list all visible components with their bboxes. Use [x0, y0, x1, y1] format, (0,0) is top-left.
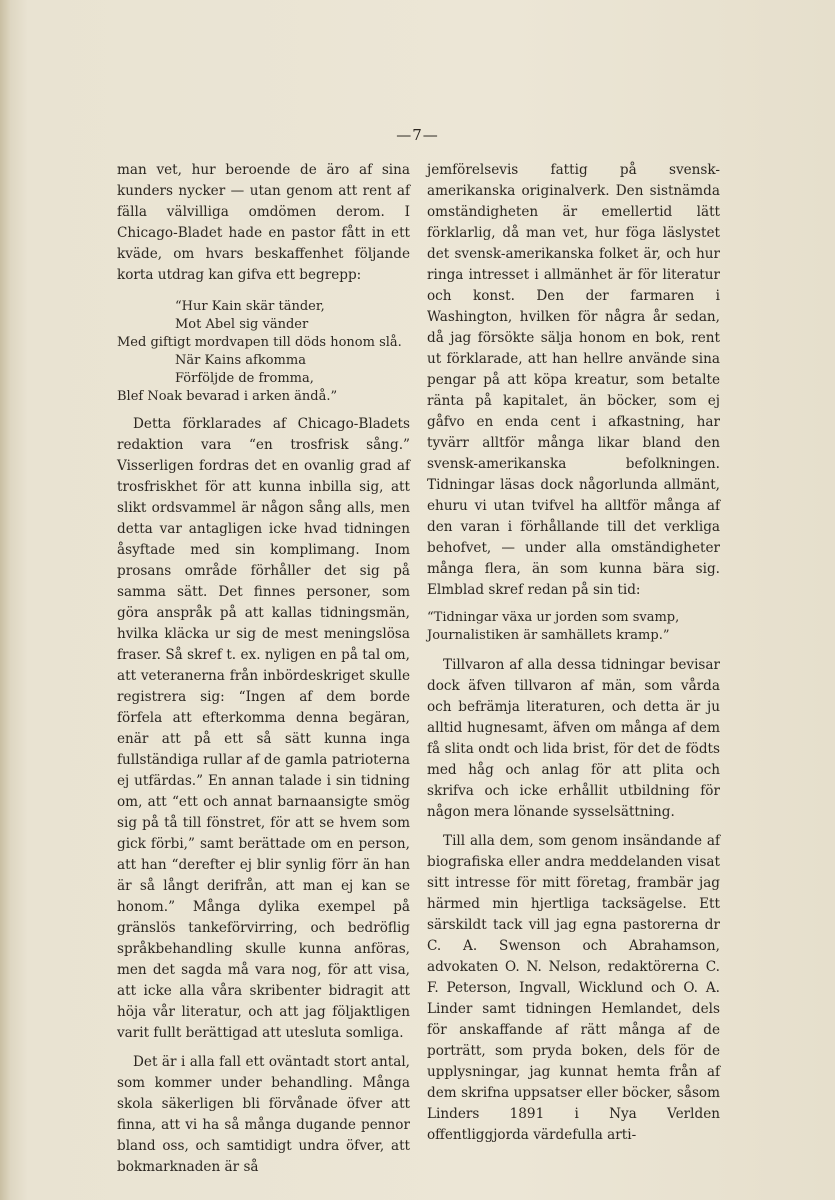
poem-line: Förföljde de fromma, — [175, 371, 314, 386]
right-paragraph-2: Tillvaron af alla dessa tidningar bevisar dock äfven tillvaron af män, som vårda och befrämja literaturen, och detta är ju alltid hugnesamt, äfven om många af dem få slita ondt och lida brist, för det de födts med håg och anlag för att plita och skrifva och icke erhållit utbildning för någon mera lönande sysselsättning. — [427, 657, 720, 820]
page-number: —7— — [396, 126, 439, 144]
couplet-line: “Tidningar växa ur jorden som svamp, — [427, 610, 680, 625]
page-binding-edge — [0, 0, 10, 1200]
poem-line: När Kains afkomma — [175, 353, 306, 368]
poem — [117, 298, 410, 406]
left-column — [117, 160, 410, 1186]
right-column — [427, 160, 720, 1154]
poem-line: “Hur Kain skär tänder, — [175, 299, 325, 314]
poem-line: Med giftigt mordvapen till döds honom slå. — [117, 335, 402, 350]
poem-line: Mot Abel sig vänder — [175, 317, 309, 332]
right-paragraph-3: Till alla dem, som genom insändande af biografiska eller andra meddelanden visat sitt intresse för mitt företag, frambär jag härmed min hjertliga tacksägelse. Ett särskildt tack vill jag egna pastorerna dr C. A. Swenson och Abrahamson, advokaten O. N. Nelson, redaktörerna C. F. Peterson, Ingvall, Wicklund och O. A. Linder samt tidningen Hemlandet, dels för anskaffande af rätt många af de porträtt, som pryda boken, dels för de upplysningar, jag kunnat hemta från af dem skrifna uppsatser eller böcker, såsom Linders 1891 i Nya Verlden offentliggjorda värdefulla arti- — [427, 833, 720, 1143]
poem-line: Blef Noak bevarad i arken ändå.” — [117, 389, 338, 404]
left-paragraph-1: man vet, hur beroende de äro af sina kunders nycker — utan genom att rent af fälla välvilliga omdömen derom. I Chicago-Bladet hade en pastor fått in ett kväde, om hvars beskaffenhet följande korta utdrag kan gifva ett begrepp: — [117, 162, 410, 283]
left-paragraph-2: Detta förklarades af Chicago-Bladets redaktion vara “en trosfrisk sång.” Visserligen fordras det en ovanlig grad af trosfriskhet för att kunna inbilla sig, att slikt ordsvammel är någon sång alls, men detta var antagligen icke hvad tidningen åsyftade med sin komplimang. Inom prosans område förhåller det sig på samma sätt. Det finnes personer, som göra anspråk på att kallas tidningsmän, hvilka kläcka ur sig de mest meningslösa fraser. Så skref t. ex. nyligen en på tal om, att veteranerna från inbördeskriget skulle registrera sig: “Ingen af dem borde förfela att efterkomma denna begäran, enär att på ett så sätt kunna inga fullständiga rullar af de gamla patrioterna ej utfärdas.” En annan talade i sin tidning om, att “ett och annat barnaansigte smög sig på tå till fönstret, för att se hvem som gick förbi,” samt berättade om en person, att han “derefter ej blir synlig förr än han är så långt derifrån, att man ej kan se honom.” Många dylika exempel på gränslös tankeförvirring, och bedröflig språkbehandling skulle kunna anföras, men det sagda må vara nog, för att visa, att icke alla våra skribenter bidragit att höja vår literatur, och att jag följaktligen varit fullt berättigad att utesluta somliga. — [117, 416, 410, 1041]
left-paragraph-3: Det är i alla fall ett oväntadt stort antal, som kommer under behandling. Många skola säkerligen bli förvånade öfver att finna, att vi ha så många dugande pennor bland oss, och samtidigt undra öfver, att bokmarknaden är så — [117, 1054, 410, 1175]
couplet-line: Journalistiken är samhällets kramp.” — [427, 628, 670, 643]
right-paragraph-1: jemförelsevis fattig på svensk-amerikanska originalverk. Den sistnämda omständigheten är emellertid lätt förklarlig, då man vet, hur föga läslystet det svensk-amerikanska folket är, och hur ringa intresset i allmänhet är för literatur och konst. Den der farmaren i Washington, hvilken för några år sedan, då jag försökte sälja honom en bok, rent ut förklarade, att han hellre använde sina pengar på att köpa kreatur, som betalte ränta på kapitalet, än böcker, som ej gåfvo en enda cent i afkastning, har tyvärr alltför många likar bland den svensk-amerikanska befolkningen. Tidningar läsas dock någorlunda allmänt, ehuru vi utan tvifvel ha alltför många af den varan i förhållande till det verkliga behofvet, — under alla omständigheter många flera, än som kunna bära sig. Elmblad skref redan på sin tid: — [427, 162, 720, 598]
quoted-couplet — [427, 609, 720, 645]
